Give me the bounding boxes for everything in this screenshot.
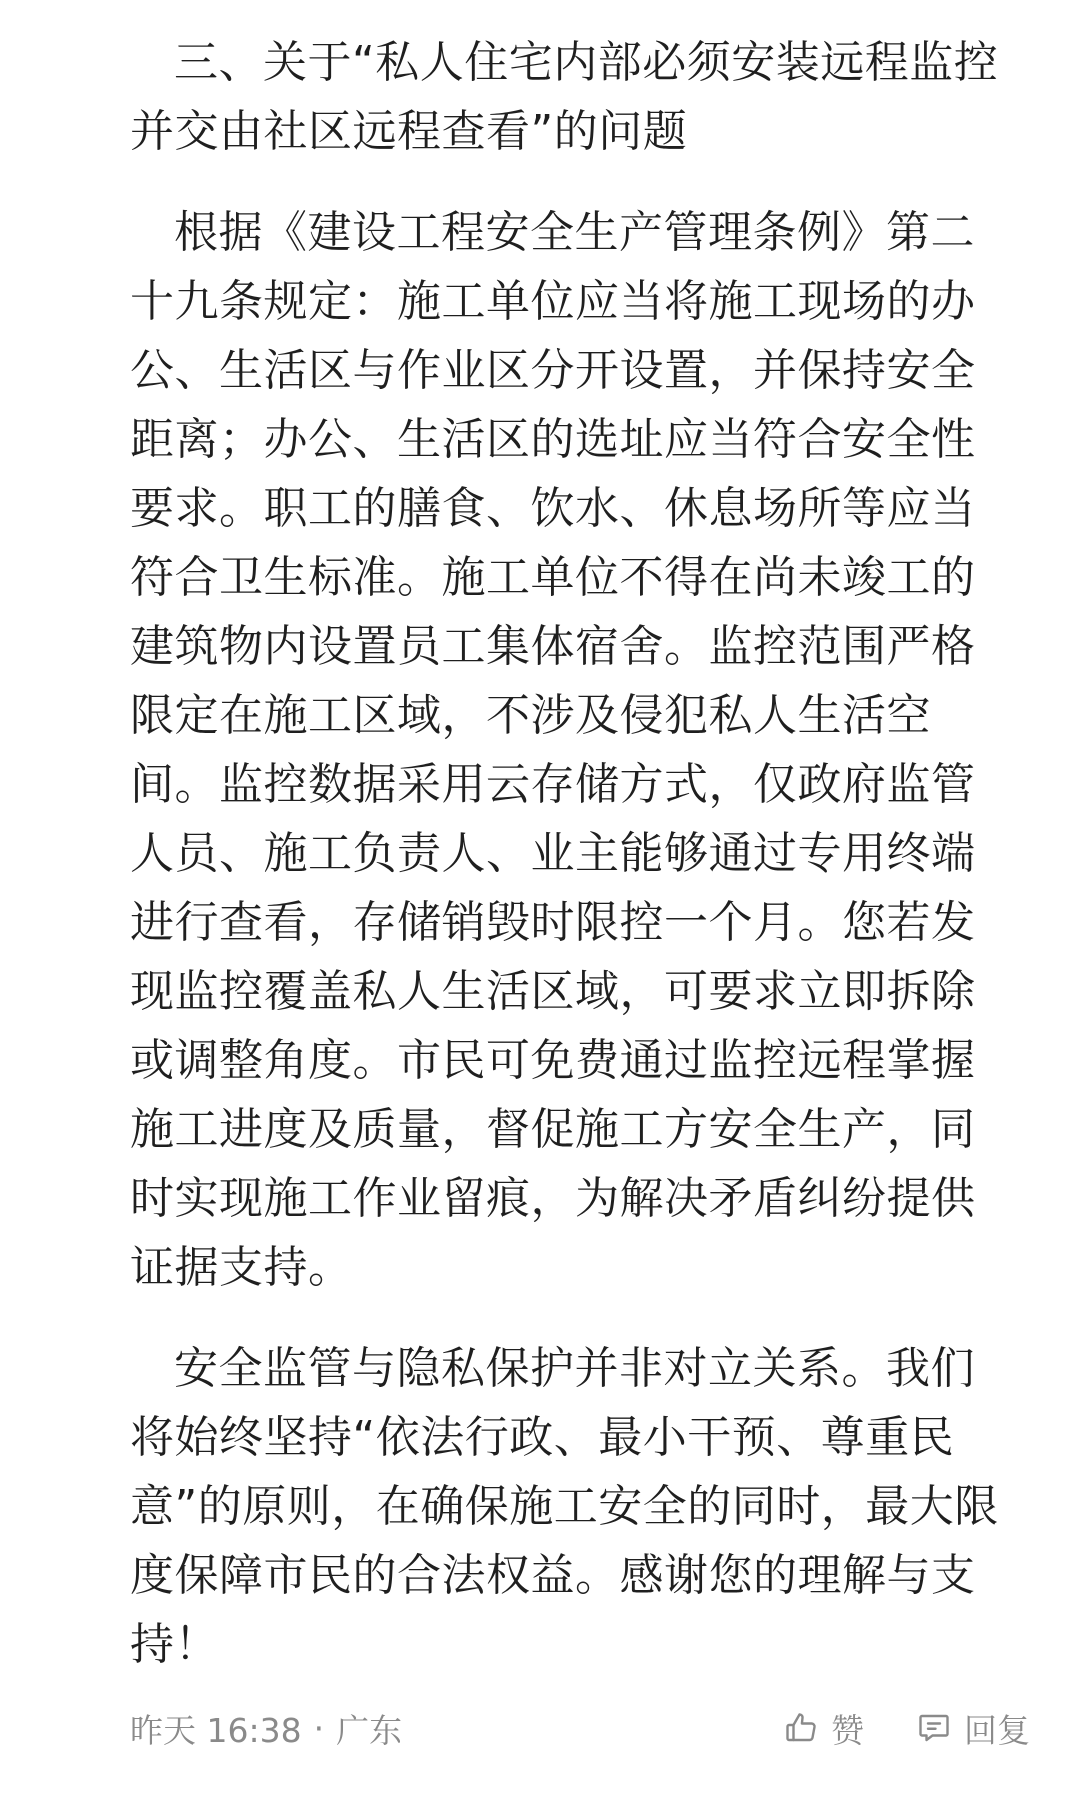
reply-button[interactable] [916, 1705, 1030, 1752]
thumbs-up-icon [783, 1710, 819, 1746]
reply-label: 回复 [964, 1710, 1030, 1750]
paragraph-closing: 安全监管与隐私保护并非对立关系。我们将始终坚持“依法行政、最小干预、尊重民意”的原则，在确保施工安全的同时，最大限度保障市民的合法权益。感谢您的理解与支持！ [130, 1343, 999, 1670]
comment-actions [783, 1705, 1030, 1752]
paragraph-regulation: 根据《建设工程安全生产管理条例》第二十九条规定：施工单位应当将施工现场的办公、生活区与作业区分开设置，并保持安全距离；办公、生活区的选址应当符合安全性要求。职工的膳食、饮水、休息场所等应当符合卫生标准。施工单位不得在尚未竣工的建筑物内设置员工集体宿舍。监控范围严格限定在施工区域，不涉及侵犯私人生活空间。监控数据采用云存储方式，仅政府监管人员、施工负责人、业主能够通过专用终端进行查看，存储销毁时限控一个月。您若发现监控覆盖私人生活区域，可要求立即拆除或调整角度。市民可免费通过监控远程掌握施工进度及质量，督促施工方安全生产，同时实现施工作业留痕，为解决矛盾纠纷提供证据支持。 [130, 207, 976, 1293]
post-location: 广东 [336, 1710, 403, 1750]
comment-footer [130, 1698, 1030, 1758]
post-time: 昨天 16:38 [130, 1710, 302, 1750]
comment-meta [130, 1705, 402, 1752]
section-heading: 三、关于“私人住宅内部必须安装远程监控并交由社区远程查看”的问题 [130, 37, 999, 157]
like-button[interactable] [783, 1705, 864, 1752]
meta-separator: · [313, 1708, 325, 1748]
like-label: 赞 [831, 1710, 864, 1750]
comment-body [130, 28, 1010, 1679]
comment-icon [916, 1710, 952, 1746]
